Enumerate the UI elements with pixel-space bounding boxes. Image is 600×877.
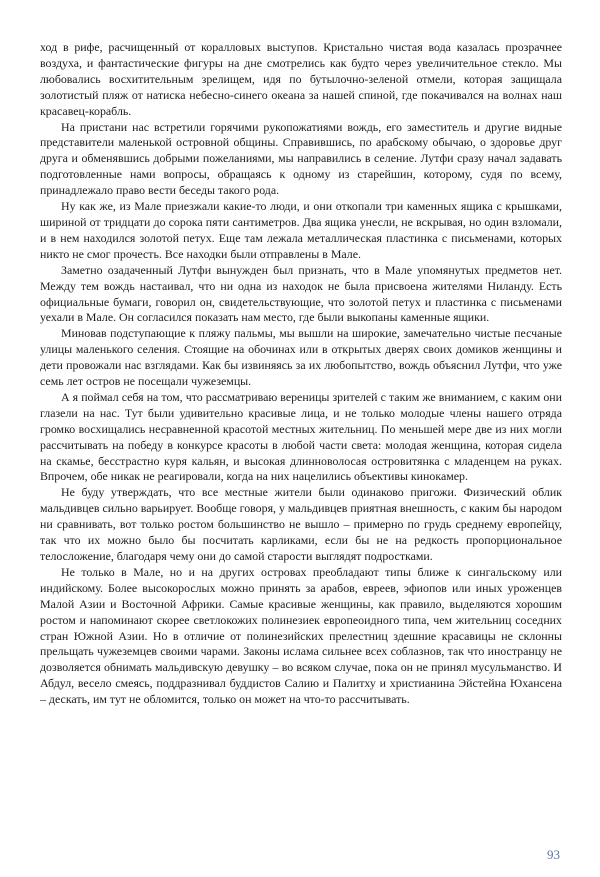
body-text <box>40 40 562 708</box>
paragraph-8: Не только в Мале, но и на других островах преобладают типы ближе к сингальскому или индийскому. Более высокорослых можно принять за арабов, евреев, эфиопов или иных уроженцев Малой Азии и Восточной Африки. Самые красивые женщины, как правило, выделяются хорошим ростом и напоминают скорее светлокожих полинезиек европеоидного типа, чем жительниц соседних стран Южной Азии. Но в отличие от полинезийских прелестниц здешние красавицы не склонны прельщать чужеземцев своими чарами. Законы ислама сильнее всех соблазнов, так что иностранцу не дозволяется обнимать мальдивскую девушку – во всяком случае, пока он не принял мусульманство. И Абдул, весело смеясь, поддразнивал буддистов Салию и Палитху и христианина Эйстейна Юхансена – дескать, им тут не обломится, только он может на что-то рассчитывать. <box>40 564 562 707</box>
page-content <box>40 40 562 837</box>
paragraph-7: Не буду утверждать, что все местные жители были одинаково пригожи. Физический облик мальдивцев сильно варьирует. Вообще говоря, у мальдивцев приятная внешность, с каким бы народом ни сравнивать, вот только ростом большинство не вышло – примерно по грудь среднему европейцу, так что их можно было бы посчитать карликами, если бы не на редкость пропорциональное телосложение, благодаря чему они до самой старости выглядят подростками. <box>40 485 562 563</box>
paragraph-6: А я поймал себя на том, что рассматриваю вереницы зрителей с таким же вниманием, с каким они глазели на нас. Тут были удивительно красивые лица, и не только молодые члены нашего отряда громко восхищались несравненной красотой местных жительниц. По меньшей мере две из них могли рассчитывать на победу в конкурсе красоты в любой части света: молодая женщина, которая сидела на скамье, бесстрастно куря кальян, и высокая длинноволосая островитянка с младенцем на руках. Впрочем, обе никак не реагировали, когда на них нацелились объективы кинокамер. <box>40 389 562 484</box>
paragraph-1: ход в рифе, расчищенный от коралловых выступов. Кристально чистая вода казалась прозрачнее воздуха, и фантастические фигуры на дне смотрелись как будто через увеличительное стекло. Мы любовались восхитительным зрелищем, идя по бутылочно-зеленой отмели, которая защищала золотистый пляж от натиска небесно-синего океана за нашей спиной, где покачивался на волнах наш красавец-корабль. <box>40 40 562 118</box>
paragraph-4: Заметно озадаченный Лутфи вынужден был признать, что в Мале упомянутых предметов нет. Между тем вождь настаивал, что ни одна из находок не была присвоена жителями Ниланду. Есть официальные бумаги, говорил он, свидетельствующие, что золотой петух и пластинка с письменами уехали в Мале. Он согласился показать нам место, где были выкопаны каменные ящики. <box>40 262 562 325</box>
page-number: 93 <box>547 847 560 862</box>
paragraph-3: Ну как же, из Мале приезжали какие-то люди, и они откопали три каменных ящика с крышками, шириной от тридцати до сорока пяти сантиметров. Два ящика унесли, не вскрывая, но один взломали, и в нем находился золотой петух. Еще там лежала металлическая пластинка с письменами, которых никто не смог прочесть. Все находки были отправлены в Мале. <box>40 199 562 261</box>
paragraph-2: На пристани нас встретили горячими рукопожатиями вождь, его заместитель и другие видные представители маленькой островной общины. Справившись, по арабскому обычаю, о здоровье друг друга и обменявшись добрыми пожеланиями, мы направились в селение. Лутфи сразу начал задавать подготовленные нами вопросы, обращаясь к одному из старейшин, которому, судя по всему, принадлежало право вести беседы такого рода. <box>40 119 562 198</box>
paragraph-5: Миновав подступающие к пляжу пальмы, мы вышли на широкие, замечательно чистые песчаные улицы маленького селения. Стоящие на обочинах или в открытых дверях своих домиков женщины и дети провожали нас взглядами. Как бы извиняясь за их любопытство, вождь объяснил Лутфи, что уже семь лет остров не посещали чужеземцы. <box>40 326 562 389</box>
